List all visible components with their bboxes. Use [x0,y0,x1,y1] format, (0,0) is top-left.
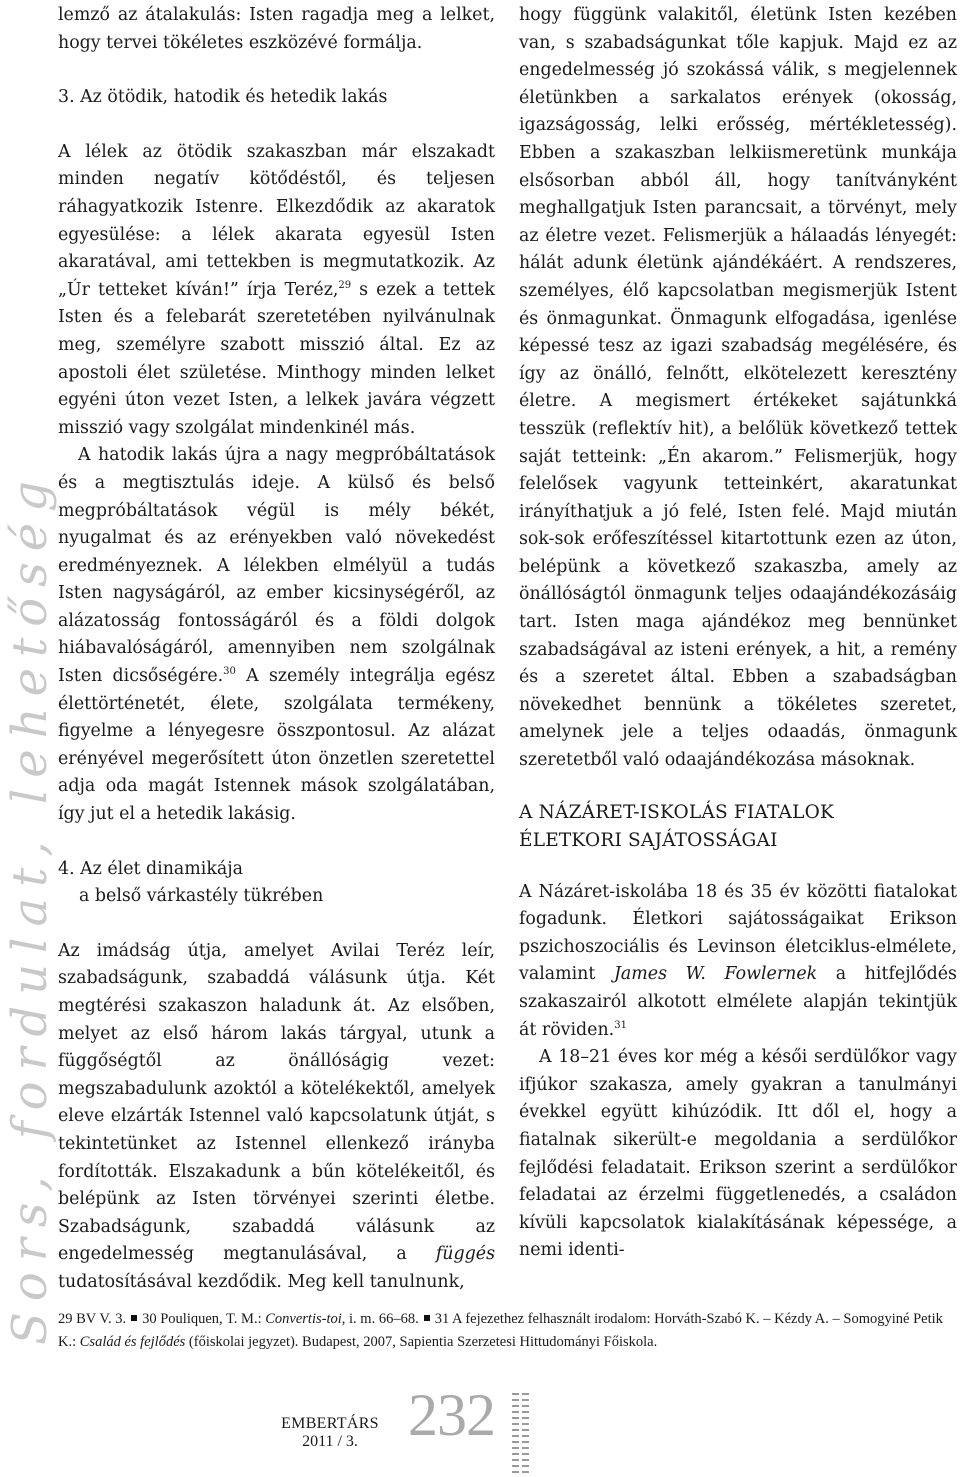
vertical-section-title: Sors, fordulat, lehetőség [2,470,58,1345]
footnote-ref-31: 31 [614,1019,627,1031]
footnote-text: , i. m. 66–68. [341,1311,419,1327]
dash-row [512,1459,532,1461]
heading-line: a belső várkastély tükrében [79,886,324,907]
dash-mark [522,1393,529,1395]
dash-row [512,1399,532,1401]
dash-mark [512,1417,519,1419]
dash-mark [512,1423,519,1425]
paragraph [58,938,495,1297]
paragraph-text: A Názáret-iskolába 18 és 35 év közötti fiatalokat fogadunk. Életkori sajátosságaikat Erikson pszichoszociális és Levinson életciklus-elmélete, valamint [519,881,957,985]
page-number: 232 [408,1382,495,1448]
dash-mark [512,1459,519,1461]
decorative-dash-pattern [512,1393,532,1477]
dash-mark [512,1411,519,1413]
heading-line: A NÁZÁRET-ISKOLÁS FIATALOK [519,801,834,823]
dash-mark [522,1459,529,1461]
paragraph-text: A hatodik lakás újra a nagy megpróbáltatások és a megtisztulás ideje. A külső és belső megpróbáltatások végül is mély békét, nyugalmat és az erényekben való növekedést eredményeznek. A lélekben elmélyül a tudás Isten nagyságáról, az ember kicsinységéről, az alázatosság fontosságáról és a földi dolgok hiábavalóságáról, amennyiben nem szolgálnak Isten dicsőségére. [58,445,495,687]
footnote-text: 30 Pouliquen, T. M.: [142,1311,266,1327]
dash-mark [512,1465,519,1467]
dash-mark [522,1411,529,1413]
heading-line: 4. Az élet dinamikája [58,858,244,879]
paragraph [58,139,495,443]
dash-mark [512,1441,519,1443]
paragraph: A 18–21 éves kor még a késői serdülőkor vagy ifjúkor szakasza, amely gyakran a tanulmányi évekkel együtt kihúzódik. Itt dől el, hogy a fiatalnak sikerült-e megoldania a serdülőkor fejlődési feladatait. Erikson szerint a serdülőkor feladatai az érzelmi függetlenedés, a családon kívüli kapcsolatok kialakításának képessége, a nemi identi- [519,1047,957,1261]
dash-row [512,1405,532,1407]
dash-row [512,1465,532,1467]
dash-row [512,1435,532,1437]
paragraph-text: A lélek az ötödik szakaszban már elszakadt minden negatív kötődéstől, és teljesen ráhagyatkozik Istenre. Elkezdődik az akaratok egyesülése: a lélek akarata egyesül Isten akaratával, ami tettekben is megmutatkozik. Az „Úr tetteket kíván!” írja Teréz, [58,141,495,300]
dash-row [512,1423,532,1425]
dash-row [512,1393,532,1395]
dash-mark [522,1465,529,1467]
dash-row [512,1453,532,1455]
dash-mark [522,1417,529,1419]
dash-mark [522,1453,529,1455]
dash-mark [522,1423,529,1425]
footnote-text: (főiskolai jegyzet). Budapest, 2007, Sapientia Szerzetesi Hittudományi Főiskola. [185,1334,658,1350]
paragraph-text: A személy integrálja egész élettörténetét, élete, szolgálata termékeny, figyelme a lényegesre összpontosul. Az alázat erényével megerősített úton önzetlen szeretettel adja oda magát Istennek mások szolgálatában, így jut el a hetedik lakásig. [58,666,495,825]
footnote-29: 29 BV V. 3. [58,1311,127,1327]
dash-mark [522,1441,529,1443]
dash-row [512,1429,532,1431]
emphasis: függés [435,1244,495,1265]
paragraph: hogy függünk valakitől, életünk Isten kezében van, s szabadságunkat tőle kapjuk. Majd ez az engedelmesség jó szokássá válik, s megjelennek életünkben a sarkalatos erények (okosság, igazságosság, lelki erősség, mértékletesség). Ebben a szakaszban lelkiismeretünk munkája elsősorban abból áll, hogy tanítványként meghallgatjuk Isten parancsait, a törvényt, mely az életre vezet. Felismerjük a hálaadás lényegét: hálát adunk életünk ajándékáért. A rendszeres, személyes, élő kapcsolatban megismerjük Istent és önmagunkat. Önmagunk elfogadása, igenlése képessé tesz az igazi szabadság megélésére, és így az önálló, felnőtt, elkötelezett keresztény életre. A megismert értékeket sajátunkká tesszük (reflektív hit), a belőlük következő tettek saját tetteink: „Én akarom.” Felismerjük, hogy felelősek vagyunk tetteinkért, akaratunkat irányíthatjuk a jó felé, Isten felé. Majd miután sok-sok erőfeszítéssel kitartottunk ezen az úton, belépünk a következő szakaszba, amely az önállóságtól önmagunk teljes odaajándékozásáig tart. Isten maga ajándékoz meg bennünket szabadságával az isteni erények, a hit, a remény és a szeretet által. Ebben a szabadságban növekedhet bennünk a tökéletes szeretet, amelynek jele a teljes odaadás, önmagunk szeretetből való odaajándékozása másoknak. [519,5,957,771]
section-heading-3: 3. Az ötödik, hatodik és hetedik lakás [58,87,388,108]
dash-mark [522,1405,529,1407]
footnotes [58,1308,958,1354]
dash-mark [522,1471,529,1473]
paragraph [58,442,495,828]
dash-mark [522,1435,529,1437]
dash-mark [512,1399,519,1401]
dash-mark [522,1399,529,1401]
section-heading [519,799,957,855]
dash-row [512,1411,532,1413]
dash-row [512,1447,532,1449]
dash-row [512,1417,532,1419]
paragraph: lemző az átalakulás: Isten ragadja meg a lelket, hogy tervei tökéletes eszközévé formálja. [58,5,495,53]
emphasis: Család és fejlődés [79,1334,186,1350]
dash-row [512,1441,532,1443]
dash-mark [512,1429,519,1431]
issue-number: 2011 / 3. [302,1433,358,1450]
footnote-ref-30: 30 [223,666,236,678]
heading-line: ÉLETKORI SAJÁTOSSÁGAI [519,829,778,851]
dash-row [512,1471,532,1473]
paragraph-text: tudatosításával kezdődik. Meg kell tanulnunk, [58,1271,465,1292]
footnote-ref-29: 29 [338,279,352,291]
dash-mark [512,1435,519,1437]
dash-mark [522,1429,529,1431]
section-heading-4 [58,856,495,911]
paragraph-text: a hitfejlődés szakaszairól alkotott elmélete alapján tekintjük át röviden. [519,964,957,1040]
right-column [519,2,957,1265]
magazine-info [270,1415,390,1451]
square-bullet-icon [131,1315,137,1321]
paragraph-text: s ezek a tettek Isten és a felebarát szeretetében nyilvánulnak meg, személyre szabott misszió által. Ez az apostoli élet születése. Minthogy minden lelket egyéni úton vezet Isten, a lelkek javára végzett misszió vagy szolgálat mindenkinél más. [58,279,495,438]
magazine-name: EMBERTÁRS [281,1415,379,1432]
square-bullet-icon [424,1315,430,1321]
emphasis: James W. Fowlernek [613,964,818,985]
paragraph [519,879,957,1045]
dash-mark [512,1393,519,1395]
dash-mark [512,1405,519,1407]
footnote-30 [142,1311,419,1327]
paragraph-text: Az imádság útja, amelyet Avilai Teréz leír, szabadságunk, szabaddá válásunk útja. Két megtérési szakaszon haladunk át. Az elsőben, melyet az első három lakás tárgyal, utunk a függőségtől az önállóságig vezet: megszabadulunk azoktól a kötelékektől, amelyek eleve elzárták Istennel való kapcsolatunk útját, s tekintetünket az Istennel ellenkező irányba fordították. Elszakadunk a bűn kötelékeitől, és belépünk az Isten törvényei szerinti életbe. Szabadságunk, szabaddá válásunk az engedelmesség megtanulásával, a [58,940,495,1265]
left-column [58,2,495,1297]
dash-mark [522,1447,529,1449]
dash-mark [512,1453,519,1455]
dash-mark [512,1471,519,1473]
dash-mark [512,1447,519,1449]
footnote-text: 31 A fejezethez felhasznált irodalom: Horváth-Szabó K. – Kézdy A. – Somogyiné Petik K.: [58,1311,943,1350]
emphasis: Convertis-toi [265,1311,342,1327]
